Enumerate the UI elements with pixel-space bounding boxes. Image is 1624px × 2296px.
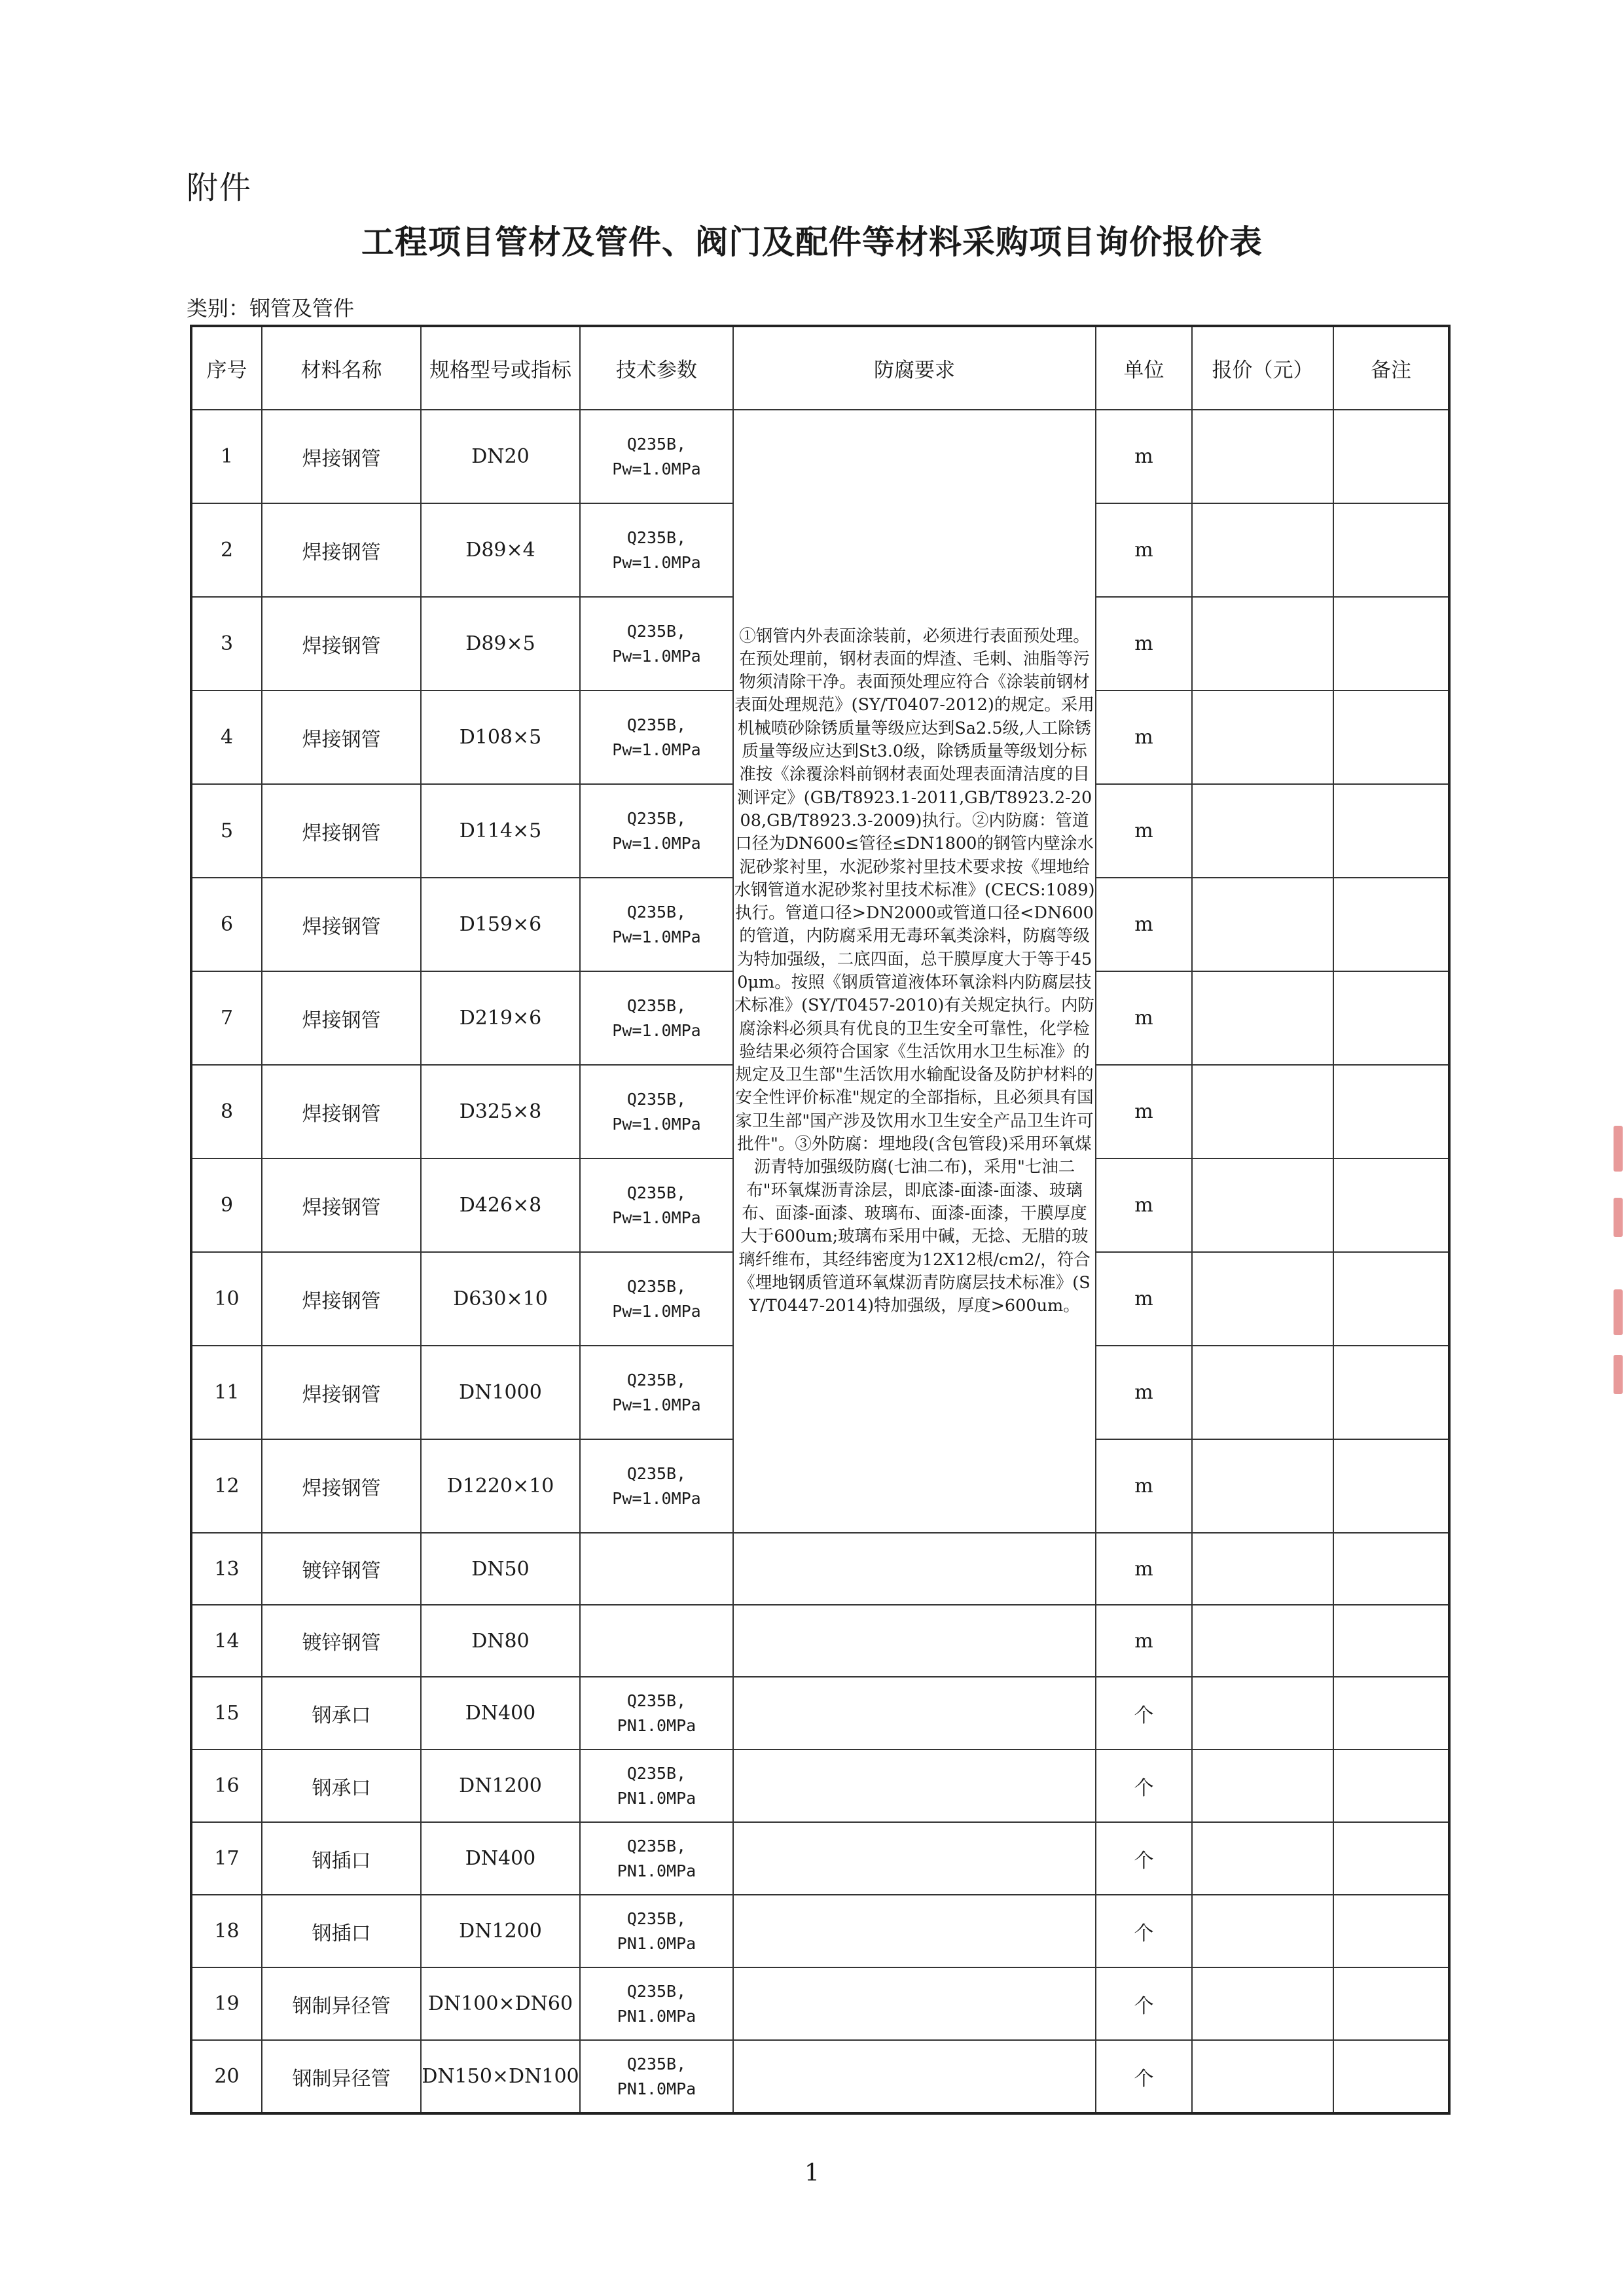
- table-body: [191, 410, 1449, 2113]
- col-header-anticorrosion: 防腐要求: [733, 326, 1096, 410]
- tech-line-2: PN1.0MPa: [617, 1861, 696, 1880]
- tech-line-1: Q235B,: [626, 1370, 687, 1390]
- tech-line-1: Q235B,: [626, 1981, 687, 2001]
- material-name: 钢承口: [262, 1749, 421, 1822]
- material-name: 钢制异径管: [262, 1967, 421, 2040]
- tech-params: [580, 503, 733, 597]
- tech-line-2: Pw=1.0MPa: [612, 1208, 701, 1227]
- tech-line-2: Pw=1.0MPa: [612, 646, 701, 666]
- table-row: [191, 410, 1449, 503]
- table-header-row: [191, 326, 1449, 410]
- spec-model: D114×5: [421, 784, 580, 878]
- material-name: 钢插口: [262, 1822, 421, 1895]
- tech-line-2: PN1.0MPa: [617, 2006, 696, 2026]
- unit: m: [1096, 878, 1192, 971]
- material-name: 焊接钢管: [262, 1252, 421, 1346]
- remark-cell: [1333, 1967, 1449, 2040]
- table-row: [191, 1822, 1449, 1895]
- tech-params: [580, 1749, 733, 1822]
- quote-price-cell: [1192, 878, 1333, 971]
- tech-params: [580, 597, 733, 691]
- quote-price-cell: [1192, 691, 1333, 784]
- remark-cell: [1333, 1346, 1449, 1439]
- tech-line-2: Pw=1.0MPa: [612, 459, 701, 478]
- tech-line-1: Q235B,: [626, 621, 687, 641]
- row-number: 2: [191, 503, 262, 597]
- tech-line-1: Q235B,: [626, 434, 687, 454]
- unit: 个: [1096, 1895, 1192, 1967]
- material-name: 焊接钢管: [262, 1158, 421, 1252]
- spec-model: DN400: [421, 1677, 580, 1749]
- spec-model: DN1200: [421, 1749, 580, 1822]
- quote-price-cell: [1192, 1822, 1333, 1895]
- unit: m: [1096, 1605, 1192, 1677]
- quote-price-cell: [1192, 597, 1333, 691]
- tech-params: [580, 1822, 733, 1895]
- row-number: 6: [191, 878, 262, 971]
- spec-model: D325×8: [421, 1065, 580, 1158]
- col-header-unit: 单位: [1096, 326, 1192, 410]
- spec-model: DN150×DN100: [421, 2040, 580, 2113]
- remark-cell: [1333, 410, 1449, 503]
- table-row: [191, 1967, 1449, 2040]
- tech-line-2: PN1.0MPa: [617, 1933, 696, 1953]
- remark-cell: [1333, 1158, 1449, 1252]
- material-name: 镀锌钢管: [262, 1533, 421, 1605]
- unit: m: [1096, 1158, 1192, 1252]
- remark-cell: [1333, 1605, 1449, 1677]
- tech-params: [580, 1677, 733, 1749]
- quote-price-cell: [1192, 1967, 1333, 2040]
- table-row: [191, 1749, 1449, 1822]
- material-name: 焊接钢管: [262, 597, 421, 691]
- spec-model: D159×6: [421, 878, 580, 971]
- quote-price-cell: [1192, 1439, 1333, 1533]
- row-number: 10: [191, 1252, 262, 1346]
- tech-line-1: Q235B,: [626, 996, 687, 1015]
- quote-price-cell: [1192, 1158, 1333, 1252]
- document-title: 工程项目管材及管件、阀门及配件等材料采购项目询价报价表: [361, 223, 1263, 261]
- material-name: 镀锌钢管: [262, 1605, 421, 1677]
- remark-cell: [1333, 1439, 1449, 1533]
- red-seal-fragment: [1612, 1126, 1624, 1401]
- tech-params: [580, 1065, 733, 1158]
- remark-cell: [1333, 2040, 1449, 2113]
- quote-price-cell: [1192, 1346, 1333, 1439]
- tech-line-2: Pw=1.0MPa: [612, 740, 701, 759]
- material-name: 钢承口: [262, 1677, 421, 1749]
- unit: 个: [1096, 1967, 1192, 2040]
- spec-model: D1220×10: [421, 1439, 580, 1533]
- quote-price-cell: [1192, 1533, 1333, 1605]
- spec-model: D108×5: [421, 691, 580, 784]
- unit: m: [1096, 784, 1192, 878]
- remark-cell: [1333, 1677, 1449, 1749]
- unit: m: [1096, 503, 1192, 597]
- tech-line-2: Pw=1.0MPa: [612, 833, 701, 853]
- remark-cell: [1333, 503, 1449, 597]
- remark-cell: [1333, 784, 1449, 878]
- material-name: 焊接钢管: [262, 971, 421, 1065]
- unit: m: [1096, 1439, 1192, 1533]
- tech-line-1: Q235B,: [626, 808, 687, 828]
- tech-line-1: Q235B,: [626, 1463, 687, 1483]
- tech-line-2: Pw=1.0MPa: [612, 1488, 701, 1508]
- quotation-table: [190, 325, 1451, 2115]
- row-number: 9: [191, 1158, 262, 1252]
- remark-cell: [1333, 1252, 1449, 1346]
- quote-price-cell: [1192, 971, 1333, 1065]
- row-number: 3: [191, 597, 262, 691]
- tech-line-1: Q235B,: [626, 1276, 687, 1296]
- remark-cell: [1333, 1533, 1449, 1605]
- spec-model: D426×8: [421, 1158, 580, 1252]
- remark-cell: [1333, 1895, 1449, 1967]
- material-name: 钢插口: [262, 1895, 421, 1967]
- tech-params: [580, 2040, 733, 2113]
- unit: 个: [1096, 1677, 1192, 1749]
- quote-price-cell: [1192, 1677, 1333, 1749]
- remark-cell: [1333, 878, 1449, 971]
- tech-params: [580, 1439, 733, 1533]
- anticorrosion-cell: [733, 1605, 1096, 1677]
- tech-params: [580, 691, 733, 784]
- spec-model: DN400: [421, 1822, 580, 1895]
- anticorrosion-cell: [733, 1822, 1096, 1895]
- anticorrosion-cell: [733, 1749, 1096, 1822]
- material-name: 焊接钢管: [262, 784, 421, 878]
- anticorrosion-requirements: ①钢管内外表面涂装前，必须进行表面预处理。在预处理前，钢材表面的焊渣、毛刺、油脂等污物须清除干净。表面预处理应符合《涂装前钢材表面处理规范》(SY/T0407-2012)的规定。采用机械喷砂除锈质量等级应达到Sa2.5级,人工除锈质量等级应达到St3.0级，除锈质量等级划分标准按《涂覆涂料前钢材表面处理表面清洁度的目测评定》(GB/T8923.1-2011,GB/T8923.2-2008,GB/T8923.3-2009)执行。②内防腐：管道口径为DN600≤管径≤DN1800的钢管内壁涂水泥砂浆衬里，水泥砂浆衬里技术要求按《埋地给水钢管道水泥砂浆衬里技术标准》(CECS:1089)执行。管道口径>DN2000或管道口径<DN600的管道，内防腐采用无毒环氧类涂料，防腐等级为特加强级，二底四面，总干膜厚度大于等于450μm。按照《钢质管道液体环氧涂料内防腐层技术标准》(SY/T0457-2010)有关规定执行。内防腐涂料必须具有优良的卫生安全可靠性，化学检验结果必须符合国家《生活饮用水卫生标准》的规定及卫生部"生活饮用水输配设备及防护材料的安全性评价标准"规定的全部指标，且必须具有国家卫生部"国产涉及饮用水卫生安全产品卫生许可批件"。③外防腐：埋地段(含包管段)采用环氧煤沥青特加强级防腐(七油二布)，采用"七油二布"环氧煤沥青涂层，即底漆-面漆-面漆、玻璃布、面漆-面漆、玻璃布、面漆-面漆，干膜厚度大于600um;玻璃布采用中碱，无捻、无腊的玻璃纤维布，其经纬密度为12X12根/cm2/，符合《埋地钢质管道环氧煤沥青防腐层技术标准》(SY/T0447-2014)特加强级，厚度>600um。: [733, 410, 1096, 1533]
- anticorrosion-cell: [733, 1533, 1096, 1605]
- row-number: 19: [191, 1967, 262, 2040]
- tech-params: [580, 1605, 733, 1677]
- tech-params: [580, 971, 733, 1065]
- category-label: 类别：钢管及管件: [187, 296, 355, 321]
- tech-line-2: PN1.0MPa: [617, 1788, 696, 1808]
- material-name: 焊接钢管: [262, 1439, 421, 1533]
- tech-params: [580, 1533, 733, 1605]
- table-row: [191, 2040, 1449, 2113]
- material-name: 焊接钢管: [262, 503, 421, 597]
- remark-cell: [1333, 691, 1449, 784]
- tech-params: [580, 410, 733, 503]
- material-name: 钢制异径管: [262, 2040, 421, 2113]
- tech-line-2: PN1.0MPa: [617, 2079, 696, 2098]
- spec-model: DN1200: [421, 1895, 580, 1967]
- tech-line-2: Pw=1.0MPa: [612, 1395, 701, 1414]
- row-number: 12: [191, 1439, 262, 1533]
- row-number: 1: [191, 410, 262, 503]
- tech-line-2: Pw=1.0MPa: [612, 927, 701, 946]
- unit: m: [1096, 597, 1192, 691]
- row-number: 18: [191, 1895, 262, 1967]
- material-name: 焊接钢管: [262, 691, 421, 784]
- anticorrosion-cell: [733, 1895, 1096, 1967]
- remark-cell: [1333, 1822, 1449, 1895]
- spec-model: DN20: [421, 410, 580, 503]
- row-number: 7: [191, 971, 262, 1065]
- spec-model: DN50: [421, 1533, 580, 1605]
- tech-line-1: Q235B,: [626, 1691, 687, 1710]
- unit: m: [1096, 691, 1192, 784]
- unit: m: [1096, 1065, 1192, 1158]
- quote-price-cell: [1192, 1749, 1333, 1822]
- tech-line-1: Q235B,: [626, 902, 687, 922]
- unit: m: [1096, 410, 1192, 503]
- tech-line-2: PN1.0MPa: [617, 1715, 696, 1735]
- col-header-price: 报价（元）: [1192, 326, 1333, 410]
- table-row: [191, 1533, 1449, 1605]
- spec-model: D219×6: [421, 971, 580, 1065]
- table-row: [191, 1605, 1449, 1677]
- tech-line-2: Pw=1.0MPa: [612, 1114, 701, 1134]
- unit: m: [1096, 1533, 1192, 1605]
- table-row: [191, 1895, 1449, 1967]
- col-header-tech: 技术参数: [580, 326, 733, 410]
- row-number: 5: [191, 784, 262, 878]
- col-header-no: 序号: [191, 326, 262, 410]
- quote-price-cell: [1192, 1895, 1333, 1967]
- quote-price-cell: [1192, 1252, 1333, 1346]
- tech-line-1: Q235B,: [626, 2054, 687, 2073]
- spec-model: D89×5: [421, 597, 580, 691]
- page-number: 1: [804, 2160, 820, 2187]
- material-name: 焊接钢管: [262, 410, 421, 503]
- spec-model: DN100×DN60: [421, 1967, 580, 2040]
- tech-line-1: Q235B,: [626, 1089, 687, 1109]
- row-number: 11: [191, 1346, 262, 1439]
- unit: 个: [1096, 1749, 1192, 1822]
- table-row: [191, 1677, 1449, 1749]
- tech-line-1: Q235B,: [626, 1183, 687, 1202]
- tech-line-1: Q235B,: [626, 528, 687, 547]
- anticorrosion-cell: [733, 1677, 1096, 1749]
- tech-line-2: Pw=1.0MPa: [612, 1301, 701, 1321]
- unit: m: [1096, 1346, 1192, 1439]
- tech-line-2: Pw=1.0MPa: [612, 552, 701, 572]
- tech-params: [580, 1158, 733, 1252]
- unit: 个: [1096, 2040, 1192, 2113]
- unit: m: [1096, 971, 1192, 1065]
- anticorrosion-cell: [733, 1967, 1096, 2040]
- remark-cell: [1333, 1065, 1449, 1158]
- tech-line-1: Q235B,: [626, 1836, 687, 1856]
- spec-model: D630×10: [421, 1252, 580, 1346]
- quote-price-cell: [1192, 1065, 1333, 1158]
- material-name: 焊接钢管: [262, 1346, 421, 1439]
- tech-line-1: Q235B,: [626, 1909, 687, 1928]
- col-header-remark: 备注: [1333, 326, 1449, 410]
- row-number: 4: [191, 691, 262, 784]
- remark-cell: [1333, 1749, 1449, 1822]
- tech-params: [580, 1895, 733, 1967]
- material-name: 焊接钢管: [262, 878, 421, 971]
- tech-params: [580, 878, 733, 971]
- row-number: 15: [191, 1677, 262, 1749]
- unit: m: [1096, 1252, 1192, 1346]
- spec-model: DN80: [421, 1605, 580, 1677]
- row-number: 13: [191, 1533, 262, 1605]
- row-number: 14: [191, 1605, 262, 1677]
- tech-params: [580, 1252, 733, 1346]
- row-number: 17: [191, 1822, 262, 1895]
- unit: 个: [1096, 1822, 1192, 1895]
- quote-price-cell: [1192, 1605, 1333, 1677]
- spec-model: D89×4: [421, 503, 580, 597]
- tech-line-2: Pw=1.0MPa: [612, 1020, 701, 1040]
- attachment-label: 附件: [187, 170, 253, 206]
- tech-line-1: Q235B,: [626, 715, 687, 734]
- remark-cell: [1333, 971, 1449, 1065]
- tech-params: [580, 1346, 733, 1439]
- material-name: 焊接钢管: [262, 1065, 421, 1158]
- quote-price-cell: [1192, 410, 1333, 503]
- quote-price-cell: [1192, 784, 1333, 878]
- tech-params: [580, 1967, 733, 2040]
- row-number: 8: [191, 1065, 262, 1158]
- spec-model: DN1000: [421, 1346, 580, 1439]
- tech-params: [580, 784, 733, 878]
- remark-cell: [1333, 597, 1449, 691]
- quote-price-cell: [1192, 503, 1333, 597]
- row-number: 16: [191, 1749, 262, 1822]
- row-number: 20: [191, 2040, 262, 2113]
- quote-price-cell: [1192, 2040, 1333, 2113]
- anticorrosion-cell: [733, 2040, 1096, 2113]
- col-header-spec: 规格型号或指标: [421, 326, 580, 410]
- tech-line-1: Q235B,: [626, 1763, 687, 1783]
- col-header-name: 材料名称: [262, 326, 421, 410]
